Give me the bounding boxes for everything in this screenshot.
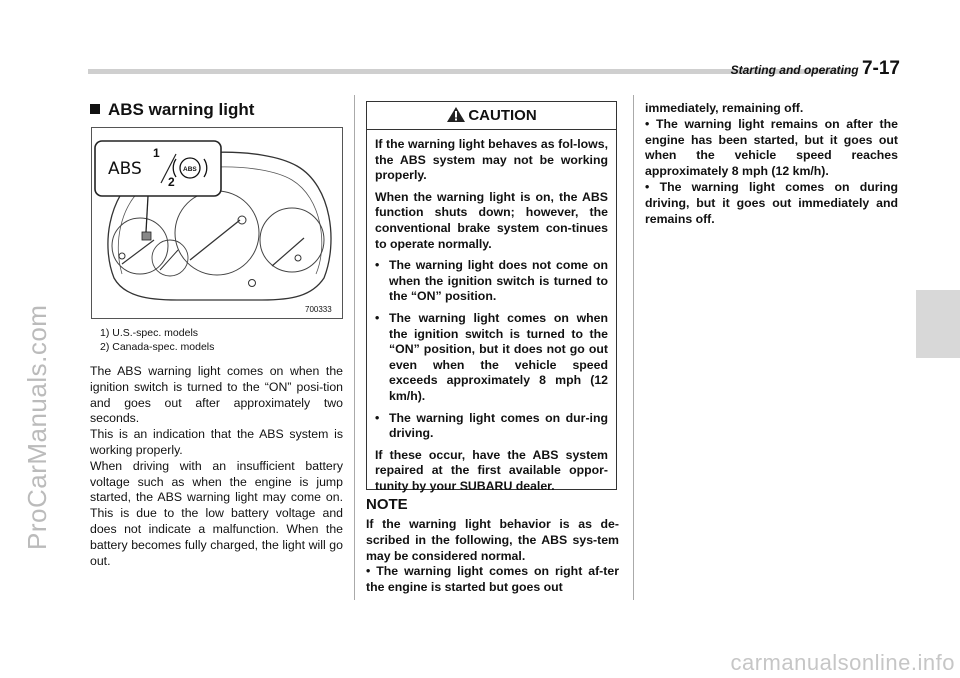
callout-number-1: 1 — [153, 146, 160, 160]
warning-triangle-icon — [446, 106, 466, 123]
footer-watermark: carmanualsonline.info — [730, 650, 955, 675]
bullet-icon: • — [375, 258, 380, 273]
cluster-illustration — [92, 128, 342, 318]
chapter-title: Starting and operating — [730, 63, 859, 77]
caution-bullet: • The warning light does not come on when the ignition switch is turned to the “ON” position. — [375, 258, 608, 304]
body-paragraph: When driving with an insufficient battery voltage such as when the engine is jump started, the ABS warning light may come on. This is due to the low battery voltage and does not indicate a malfunction. When the battery becomes fully charged, the light will go out. — [90, 458, 343, 568]
callout-number-2: 2 — [168, 175, 175, 189]
side-watermark — [8, 130, 68, 550]
note-paragraph: immediately, remaining off. — [645, 101, 804, 115]
svg-text:ABS: ABS — [183, 166, 197, 173]
bullet-icon: • — [375, 310, 380, 325]
caution-heading — [367, 102, 616, 130]
section-title — [90, 100, 254, 120]
note-body — [366, 517, 619, 596]
body-text — [90, 364, 343, 569]
section-title-text: ABS warning light — [108, 100, 255, 119]
caution-paragraph: When the warning light is on, the ABS function shuts down; however, the conventional brake system con-tinues to operate normally. — [375, 189, 608, 251]
page-number: 7-17 — [861, 58, 900, 79]
caution-box — [366, 101, 617, 493]
watermark-text: ProCarManuals.com — [22, 304, 52, 550]
bullet-icon: • — [645, 179, 650, 194]
caution-heading-text: CAUTION — [468, 107, 537, 124]
instrument-cluster-figure — [91, 127, 343, 319]
note-continuation — [645, 101, 898, 227]
caution-paragraph: If the warning light behaves as fol-lows, the ABS system may not be working properly. — [375, 137, 608, 183]
bullet-icon: • — [645, 116, 650, 131]
column-divider-2 — [633, 95, 634, 600]
note-bullet: • The warning light remains on after the engine has been started, but it goes out when the vehicle speed reaches approximately 8 mph (12 km/h). — [645, 116, 898, 179]
bullet-icon: • — [366, 564, 371, 579]
caution-body — [367, 130, 616, 494]
note-paragraph: If the warning light behavior is as de-scribed in the following, the ABS sys-tem may be considered normal. — [366, 517, 619, 563]
caption-1: 1) U.S.-spec. models — [100, 327, 199, 339]
note-title: NOTE — [366, 496, 408, 513]
column-divider-1 — [354, 95, 355, 600]
body-paragraph: This is an indication that the ABS system is working properly. — [90, 427, 343, 457]
caption-2: 2) Canada-spec. models — [100, 341, 215, 353]
caution-bullet: • The warning light comes on dur-ing driving. — [375, 410, 608, 441]
page-header — [640, 58, 900, 80]
figure-code: 700333 — [305, 305, 332, 314]
figure-captions — [100, 326, 214, 354]
bullet-icon: • — [375, 410, 380, 425]
square-bullet-icon — [90, 104, 100, 114]
caution-paragraph: If these occur, have the ABS system repaired at the first available oppor-tunity by your SUBARU dealer. — [375, 447, 608, 493]
note-bullet: • The warning light comes on right af-ter the engine is started but goes out — [366, 564, 619, 595]
caution-bullet: • The warning light comes on when the ignition switch is turned to the “ON” position, but it does not go out even when the vehicle speed exceeds approximately 8 mph (12 km/h). — [375, 310, 608, 403]
note-bullet: • The warning light comes on during driving, but it goes out immediately and remains off. — [645, 179, 898, 226]
body-paragraph: The ABS warning light comes on when the ignition switch is turned to the “ON” posi-tion and goes out after approximately two seconds. — [90, 364, 343, 426]
chapter-tab — [916, 290, 960, 358]
callout-abs-label: ABS — [108, 159, 142, 179]
